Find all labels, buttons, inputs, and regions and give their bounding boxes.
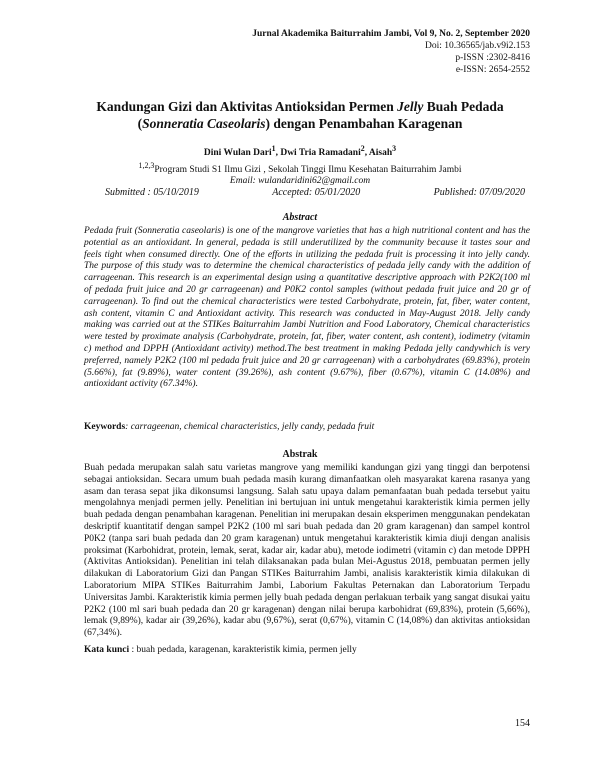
journal-header	[252, 28, 530, 76]
kata-kunci-text: : buah pedada, karagenan, karakteristik kimia, permen jelly	[129, 645, 357, 655]
abstract-text: Pedada fruit (Sonneratia caseolaris) is one of the mangrove varieties that has a high nutritional content and has the potential as an antioxidant. In general, pedada is still underutilized by the community because it tastes sour and feels tight when consumed directly. One of the efforts in utilizing the pedada fruit is processing it into jelly candy. The purpose of this study was to determine the chemical characteristics of pedada jelly candy with the addition of carrageenan. This research is an experimental design using a quantitative descriptive approach with P2K2(100 ml of pedada fruit juice and 20 gr carrageenan) and P0K2 contol samples (without pedada fruit juice and 20 gr of carrageenan). To find out the chemical characteristics were tested Carbohydrate, protein, fat, fiber, water content, ash content, vitamin C and Antioxidant activity. This research was conducted in May-August 2018. Jelly candy making was carried out at the STIKes Baiturrahim Jambi Nutrition and Food Laboratory, Chemical characteristics were tested by proximate analysis (Carbohydrate, protein, fat, fiber, water content, ash content), iodimetry (vitamin c) method and DPPH (Antioxidant activity) method.The best treatment in making Pedada jelly candywhich is very preferred, namely P2K2 (100 ml pedada fruit juice and 20 gr carrageenan) with a carbohydrates (69.83%), protein (5.66%), fat (9.89%), water content (39.26%), ash content (9.67%), fiber (0.67%), vitamin C (14.08%) and antioxidant activity (67.34%).	[84, 226, 530, 390]
title-part: Kandungan Gizi dan Aktivitas Antioksidan Permen	[96, 99, 398, 114]
affiliation-sup: 1,2,3	[138, 160, 155, 170]
author-name: Dini Wulan Dari	[203, 148, 272, 159]
p-issn: p-ISSN :2302-8416	[455, 53, 530, 63]
abstrak-text: Buah pedada merupakan salah satu varietas mangrove yang memiliki kandungan gizi yang tinggi dan berpotensi sebagai antioksidan. Secara umum buah pedada masih kurang dimanfaatkan oleh masyarakat karena rasanya yang asam dan terasa sepat jika dikonsumsi langsung. Salah satu upaya dalam pemanfaatan buah pedada tersebut yaitu mengolahnya menjadi permen jelly. Penelitian ini bertujuan ini untuk mengetahui karakteristik kimia permen jelly buah pedada dengan penambahan karagenan. Penelitian ini merupakan desain eksperimen menggunakan pendekatan deskriptif kuantitatif dengan sampel P2K2 (100 ml sari buah pedada dan 20 gram karagenan) dan sampel kontrol P0K2 (tanpa sari buah pedada dan 20 gram karagenan) untuk mengetahui karakteristik kimia diuji dengan analisis proksimat (Karbohidrat, protein, lemak, serat, kadar air, kadar abu), metode iodimetri (vitamin c) dan metode DPPH (Aktivitas Antioksidan). Penelitian ini telah dilaksanakan pada bulan Mei-Agustus 2018, pembuatan permen jelly dilakukan di Laboratorium Gizi dan Pangan STIKes Baiturrahim Jambi, analisis karakteristik kimia dilakukan di Laboratorium MIPA STIKes Baiturrahim Jambi, Laborium Fakultas Peternakan dan Laboratorium Terpadu Universitas Jambi. Karakteristik kimia permen jelly buah pedada dengan perlakuan terbaik yang sangat disukai yaitu P2K2 (100 ml sari buah pedada dan 20 gr karagenan) dengan nilai berupa karbohidrat (69,83%), protein (5,66%), lemak (9,89%), kadar air (39,26%), kadar abu (9,67%), serat (0,67%), vitamin C (14,08%) dan aktivitas antioksidan (67,34%).	[84, 463, 530, 639]
keywords-label: Keywords	[84, 422, 126, 432]
affiliation	[60, 160, 540, 177]
author-sup: 3	[392, 144, 397, 153]
kata-kunci	[84, 645, 530, 655]
accepted-date: Accepted: 05/01/2020	[272, 187, 361, 198]
published-date: Published: 07/09/2020	[433, 187, 525, 198]
paper-title	[60, 98, 540, 132]
journal-name: Jurnal Akademika Baiturrahim Jambi, Vol 9, No. 2, September 2020	[252, 29, 530, 39]
page-number: 154	[515, 718, 530, 729]
email-text: Email: wulandaridini62@gmail.com	[229, 176, 371, 187]
title-part: ) dengan Penambahan Karagenan	[265, 116, 463, 131]
author-names	[60, 143, 540, 160]
keywords-text: : carrageenan, chemical characteristics, jelly candy, pedada fruit	[125, 422, 375, 432]
title-italic: Jelly	[397, 99, 424, 114]
title-italic: Sonneratia Caseolaris	[142, 116, 266, 131]
author-sup: 1	[271, 144, 276, 153]
title-part: Buah Pedada	[423, 99, 504, 114]
author-name: , Aisah	[364, 148, 393, 159]
dates-row	[105, 187, 525, 198]
e-issn: e-ISSN: 2654-2552	[455, 65, 530, 75]
author-sup: 2	[360, 144, 365, 153]
doi: Doi: 10.36565/jab.v9i2.153	[424, 41, 530, 51]
keywords	[84, 422, 530, 432]
title-part: (	[137, 116, 143, 131]
abstrak-heading: Abstrak	[282, 449, 318, 460]
affiliation-text: Program Studi S1 Ilmu Gizi , Sekolah Tinggi Ilmu Kesehatan Baiturrahim Jambi	[154, 164, 462, 175]
kata-kunci-label: Kata kunci	[84, 645, 130, 655]
author-name: , Dwi Tria Ramadani	[275, 148, 361, 159]
abstract-heading: Abstract	[282, 212, 318, 223]
submitted-date: Submitted : 05/10/2019	[105, 187, 199, 198]
author-block	[60, 143, 540, 188]
